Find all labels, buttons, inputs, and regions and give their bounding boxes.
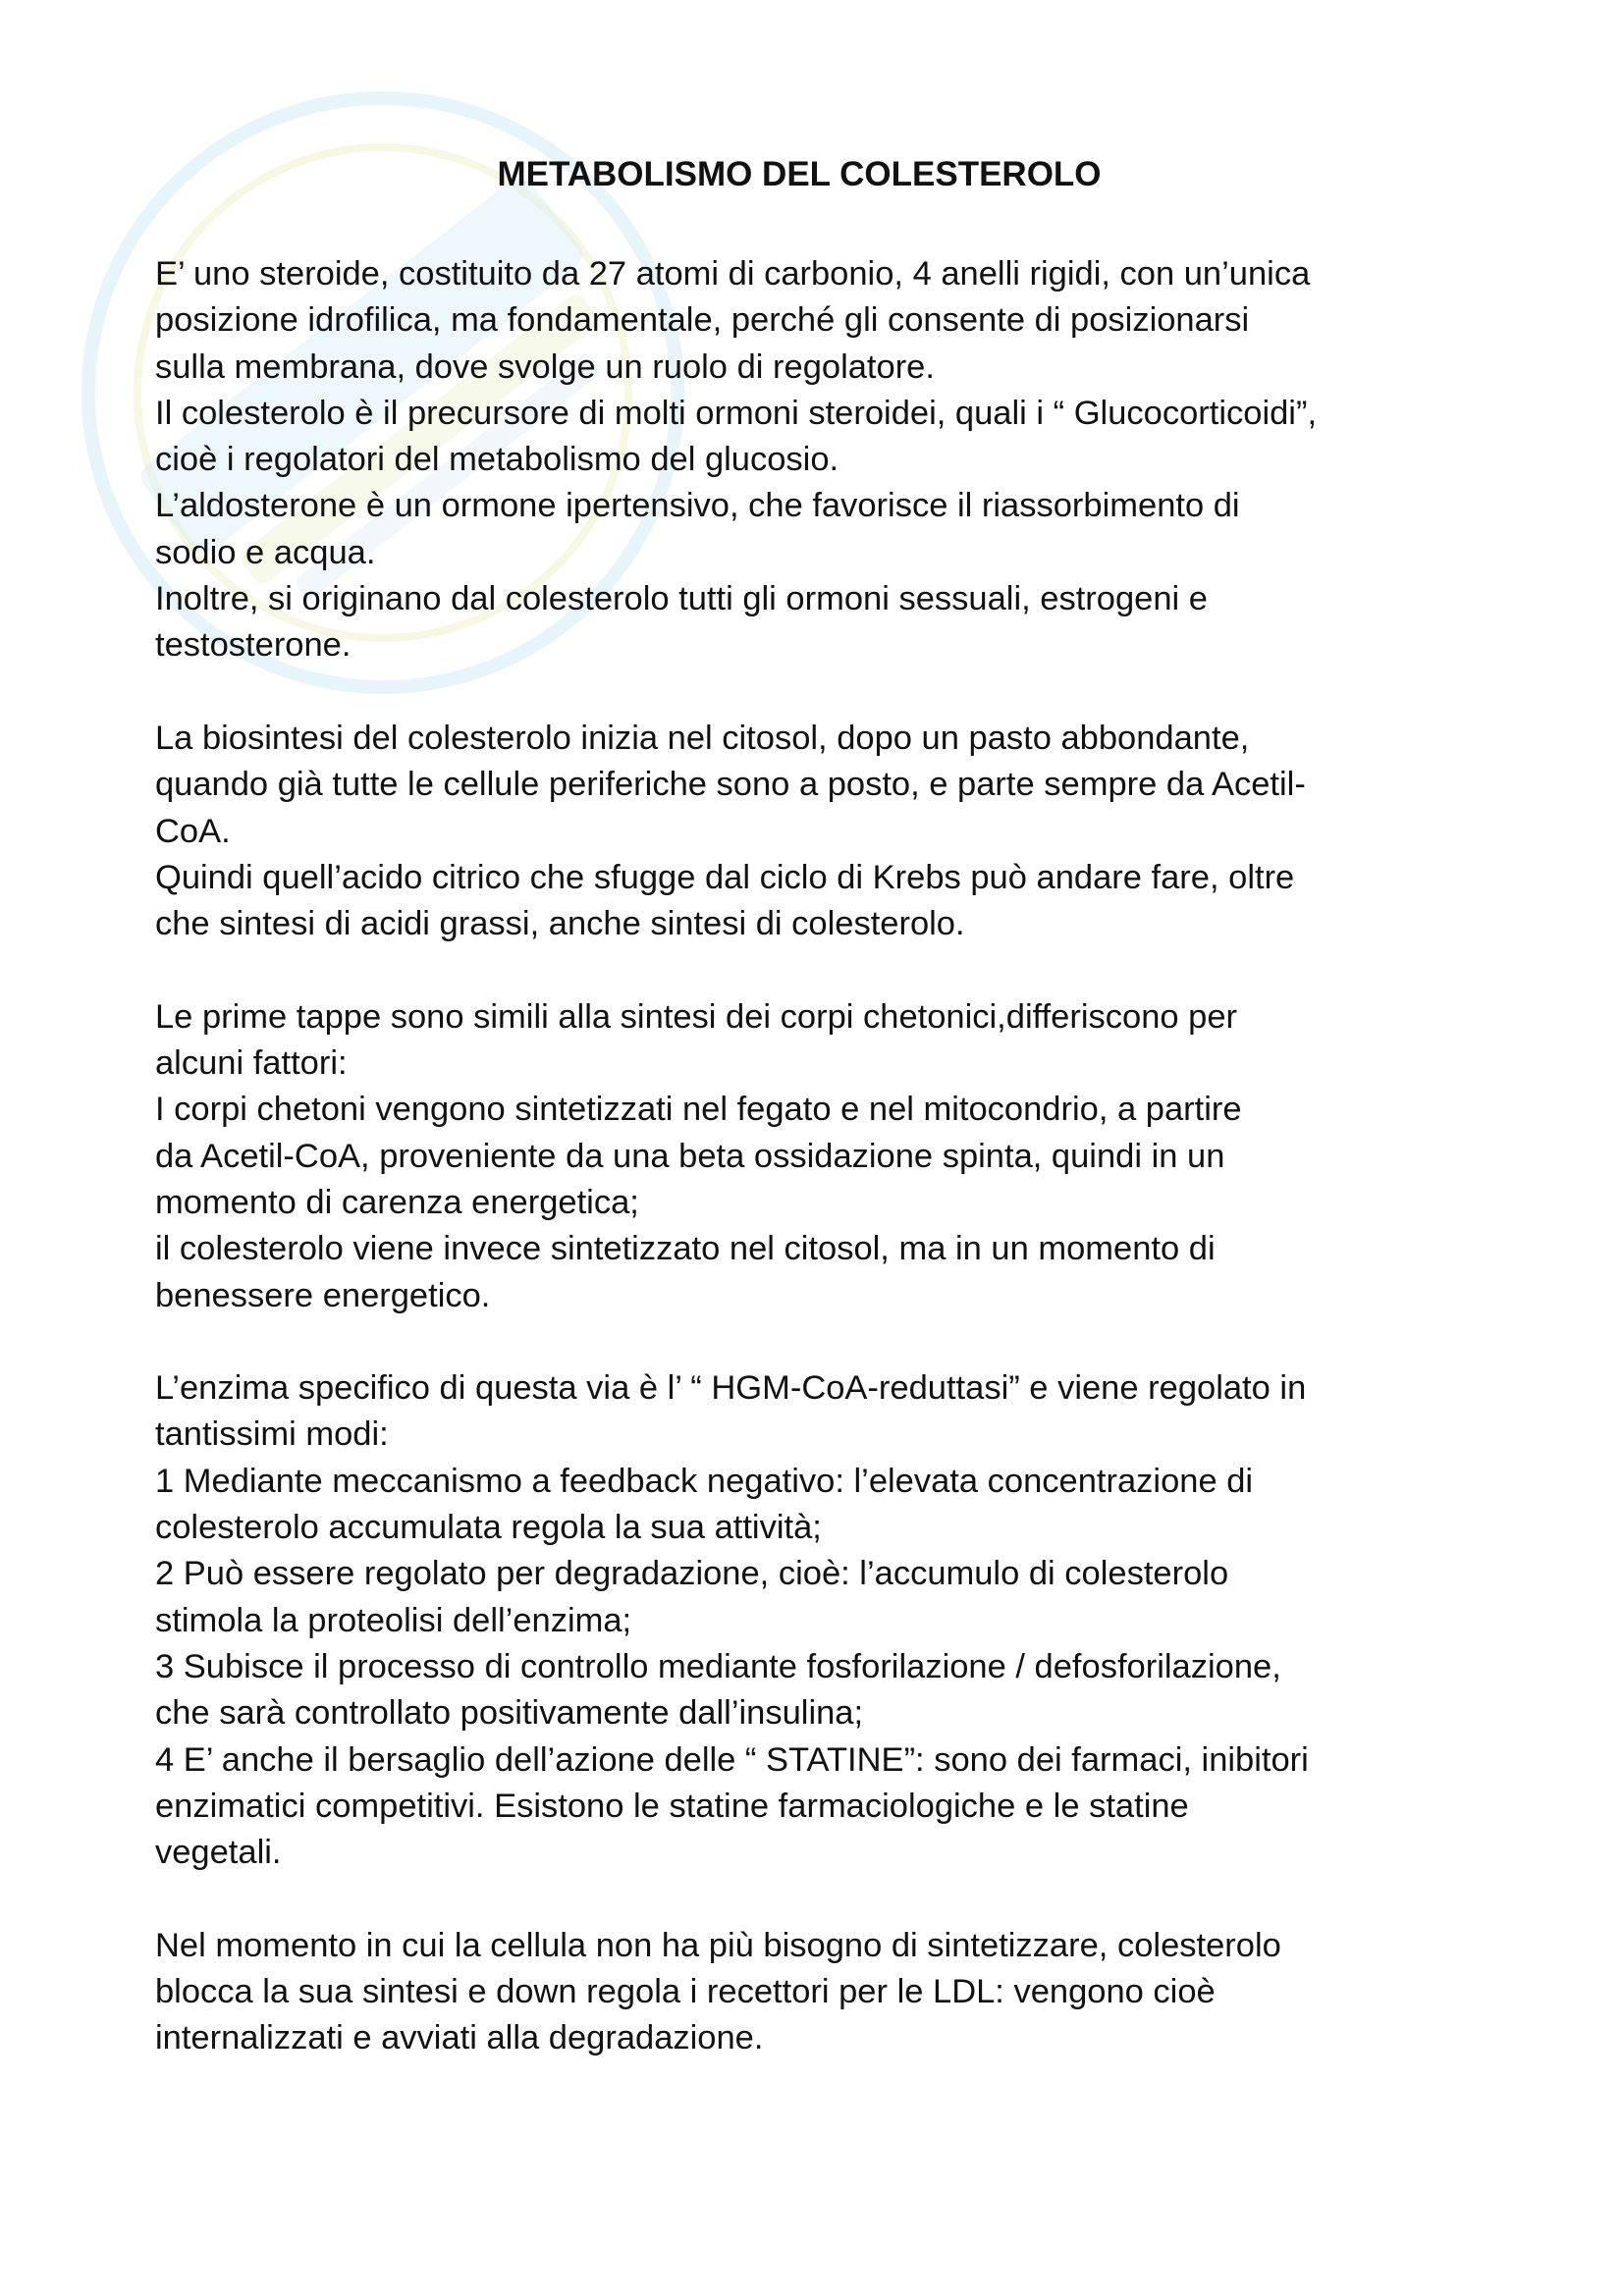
document-page [155, 155, 1481, 2062]
paragraph-gap [155, 1876, 1481, 1922]
paragraph-5: Nel momento in cui la cellula non ha più bisogno di sintetizzare, colesterolo blocca la sua sintesi e down regola i recettori per le LDL: vengono cioè internalizzati e avviati alla degradazione. [155, 1926, 1281, 2057]
paragraph-3: Le prime tappe sono simili alla sintesi dei corpi chetonici,differiscono per alcuni fattori: I corpi chetoni vengono sintetizzati nel fegato e nel mitocondrio, a partire da Acetil-CoA, proveniente da una beta ossidazione spinta, quindi in un momento di carenza energetica; il colesterolo viene invece sintetizzato nel citosol, ma in un momento di benessere energetico. [155, 997, 1242, 1314]
paragraph-gap [155, 1319, 1481, 1365]
paragraph-gap [155, 947, 1481, 993]
paragraph-4: L’enzima specifico di questa via è l’ “ HGM-CoA-reduttasi” e viene regolato in tantissimi modi: 1 Mediante meccanismo a feedback negativo: l’elevata concentrazione di colesterolo accumulata regola la sua attività; 2 Può essere regolato per degradazione, cioè: l’accumulo di colesterolo stimola la proteolisi dell’enzima; 3 Subisce il processo di controllo mediante fosforilazione / defosforilazione, che sarà controllato positivamente dall’insulina; 4 E’ anche il bersaglio dell’azione delle “ STATINE”: sono dei farmaci, inibitori enzimatici competitivi. Esistono le statine farmaciologiche e le statine vegetali. [155, 1369, 1309, 1872]
paragraph-2: La biosintesi del colesterolo inizia nel citosol, dopo un pasto abbondante, quando già tutte le cellule periferiche sono a posto, e parte sempre da Acetil- CoA. Quindi quell’acido citrico che sfugge dal ciclo di Krebs può andare fare, oltre che sintesi di acidi grassi, anche sintesi di colesterolo. [155, 719, 1306, 943]
paragraph-1: E’ uno steroide, costituito da 27 atomi di carbonio, 4 anelli rigidi, con un’unica posizione idrofilica, ma fondamentale, perché gli consente di posizionarsi sulla membrana, dove svolge un ruolo di regolatore. Il colesterolo è il precursore di molti ormoni steroidei, quali i “ Glucocorticoidi”, cioè i regolatori del metabolismo del glucosio. L’aldosterone è un ormone ipertensivo, che favorisce il riassorbimento di sodio e acqua. Inoltre, si originano dal colesterolo tutti gli ormoni sessuali, estrogeni e testosterone. [155, 255, 1318, 665]
document-title: METABOLISMO DEL COLESTEROLO [497, 155, 1102, 193]
paragraph-gap [155, 669, 1481, 716]
